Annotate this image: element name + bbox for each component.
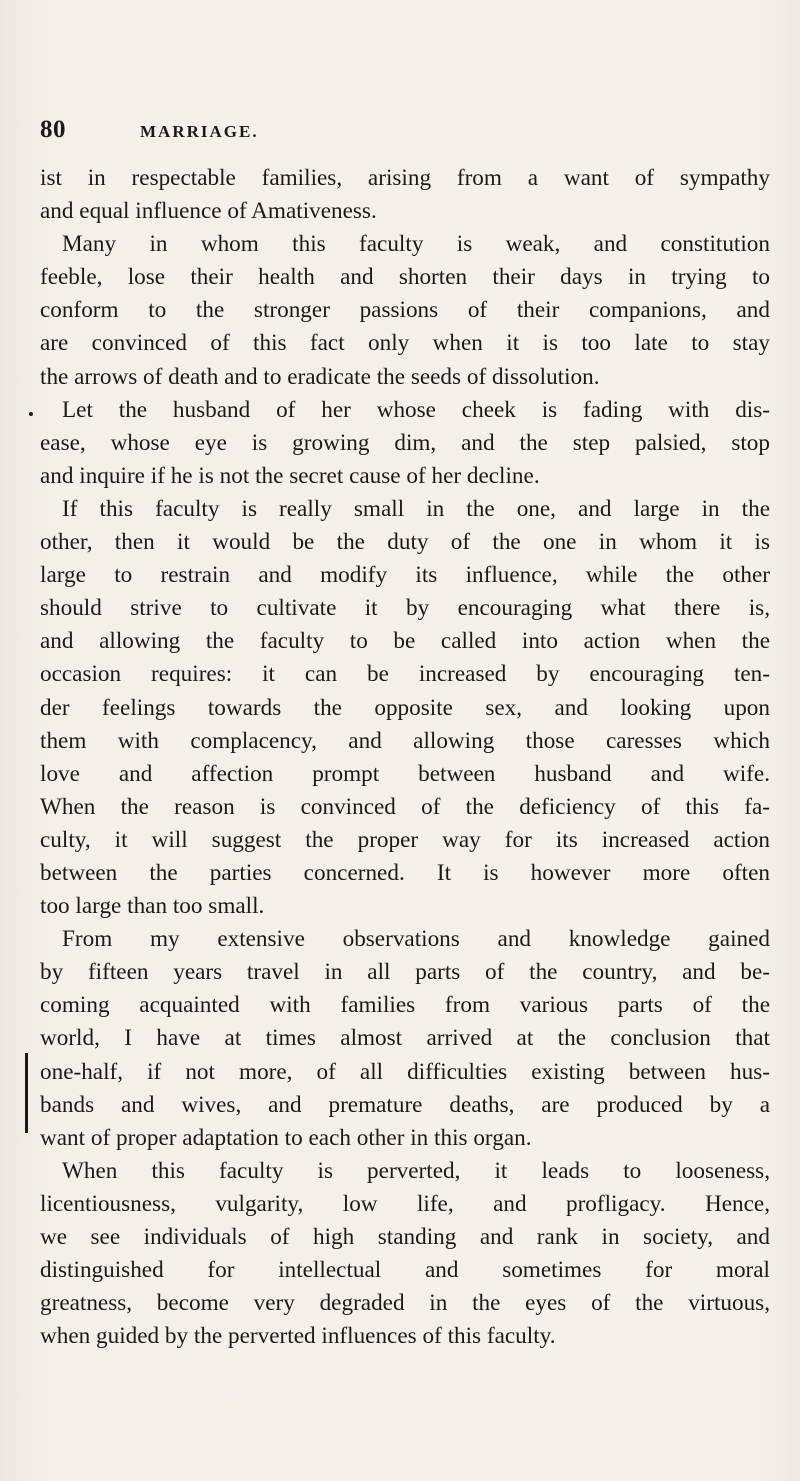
text-line: occasion requires: it can be increased by encouraging ten- xyxy=(40,661,770,688)
text-line: we see individuals of high standing and rank in society, and xyxy=(40,1224,770,1250)
text-line: When the reason is convinced of the deficiency of this fa- xyxy=(40,793,770,820)
text-line: by fifteen years travel in all parts of the country, and be- xyxy=(40,959,770,986)
text-line: and equal influence of Amativeness. xyxy=(40,198,377,225)
text-line: large to restrain and modify its influence, while the other xyxy=(40,562,770,589)
text-line: conform to the stronger passions of their companions, and xyxy=(40,297,770,324)
margin-dot-mark xyxy=(29,412,33,416)
text-line: love and affection prompt between husband and wife. xyxy=(40,760,770,787)
text-line: bands and wives, and premature deaths, are produced by a xyxy=(40,1091,770,1118)
page-number: 80 xyxy=(40,116,66,143)
text-line: are convinced of this fact only when it is too late to stay xyxy=(40,330,770,357)
text-line: greatness, become very degraded in the eyes of the virtuous, xyxy=(40,1290,770,1317)
text-line: the arrows of death and to eradicate the seeds of dissolution. xyxy=(40,363,600,390)
text-line: between the parties concerned. It is however more often xyxy=(40,859,770,886)
text-line: feeble, lose their health and shorten their days in trying to xyxy=(40,264,770,291)
text-line: culty, it will suggest the proper way for its increased action xyxy=(40,826,770,853)
text-line: one-half, if not more, of all difficulties existing between hus- xyxy=(40,1058,770,1085)
text-line: them with complacency, and allowing those caresses which xyxy=(40,727,770,754)
text-line: should strive to cultivate it by encouraging what there is, xyxy=(40,595,770,622)
text-line: der feelings towards the opposite sex, and looking upon xyxy=(40,694,770,721)
text-line: licentiousness, vulgarity, low life, and profligacy. Hence, xyxy=(40,1190,770,1217)
running-head: MARRIAGE. xyxy=(140,122,259,141)
text-line: From my extensive observations and knowledge gained xyxy=(62,926,770,953)
text-line: and allowing the faculty to be called into action when the xyxy=(40,628,770,655)
body-text xyxy=(40,162,770,1353)
text-line: ease, whose eye is growing dim, and the step palsied, stop xyxy=(40,429,770,456)
text-line: ist in respectable families, arising from a want of sympathy xyxy=(40,165,770,191)
text-line: If this faculty is really small in the one, and large in the xyxy=(62,495,770,522)
text-line: world, I have at times almost arrived at the conclusion that xyxy=(40,1025,770,1052)
text-line: and inquire if he is not the secret cause of her decline. xyxy=(40,462,540,489)
text-line: Many in whom this faculty is weak, and constitution xyxy=(62,231,770,258)
text-line: want of proper adaptation to each other in this organ. xyxy=(40,1124,532,1151)
margin-bracket-mark xyxy=(25,1053,28,1133)
text-line: other, then it would be the duty of the one in whom it is xyxy=(40,529,770,556)
page-header xyxy=(40,116,760,146)
text-line: When this faculty is perverted, it leads to looseness, xyxy=(62,1157,770,1184)
text-line: Let the husband of her whose cheek is fading with dis- xyxy=(62,396,770,423)
text-line: distinguished for intellectual and sometimes for moral xyxy=(40,1257,770,1284)
text-line: when guided by the perverted influences of this faculty. xyxy=(40,1323,556,1350)
text-line: coming acquainted with families from various parts of the xyxy=(40,992,770,1019)
text-line: too large than too small. xyxy=(40,893,265,920)
